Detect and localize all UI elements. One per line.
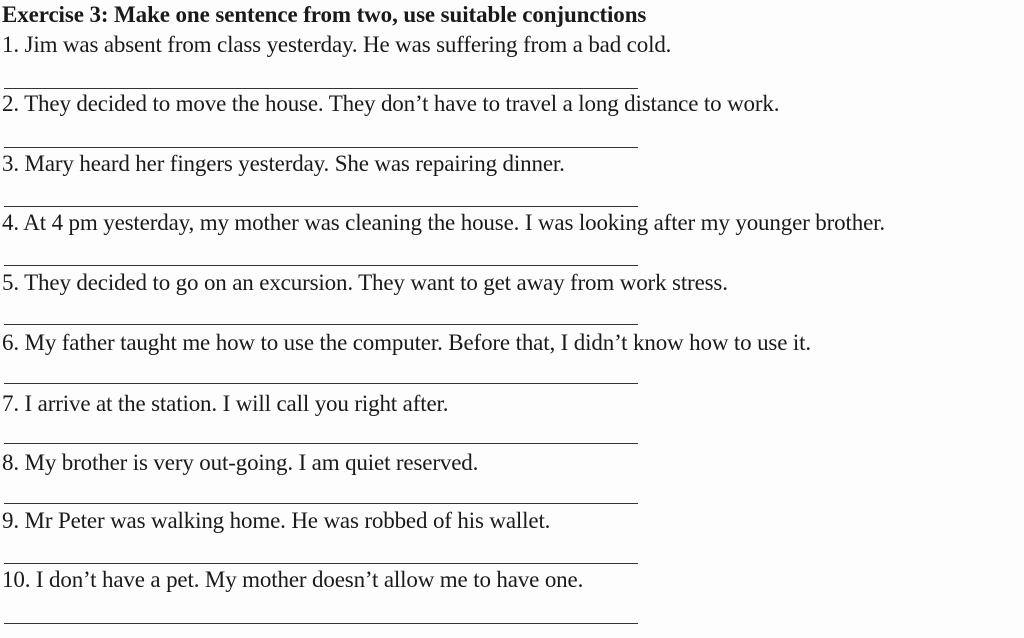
- answer-line-1[interactable]: [4, 88, 638, 89]
- item-sentence: 1. Jim was absent from class yesterday. He was suffering from a bad cold.: [2, 32, 672, 57]
- item-sentence: 10. I don’t have a pet. My mother doesn’t allow me to have one.: [2, 567, 584, 592]
- item-sentence: 8. My brother is very out-going. I am quiet reserved.: [2, 450, 479, 475]
- item-sentence: 2. They decided to move the house. They don’t have to travel a long distance to work.: [2, 91, 780, 116]
- exercise-item-4: [2, 209, 1022, 237]
- exercise-item-5: [2, 269, 1022, 297]
- exercise-item-8: [2, 449, 1022, 477]
- item-sentence: 4. At 4 pm yesterday, my mother was cleaning the house. I was looking after my younger brother.: [2, 210, 885, 235]
- answer-line-3[interactable]: [4, 206, 638, 207]
- exercise-item-2: [2, 90, 1022, 118]
- exercise-item-7: [2, 390, 1022, 418]
- answer-line-7[interactable]: [4, 443, 638, 444]
- exercise-title: Exercise 3: Make one sentence from two, use suitable conjunctions: [2, 2, 647, 27]
- exercise-item-9: [2, 507, 1022, 535]
- answer-line-8[interactable]: [4, 503, 638, 504]
- answer-line-6[interactable]: [4, 383, 638, 384]
- answer-line-5[interactable]: [4, 324, 638, 325]
- item-sentence: 3. Mary heard her fingers yesterday. She was repairing dinner.: [2, 151, 565, 176]
- answer-line-2[interactable]: [4, 147, 638, 148]
- answer-line-9[interactable]: [4, 563, 638, 564]
- exercise-item-6: [2, 329, 1022, 357]
- item-sentence: 7. I arrive at the station. I will call you right after.: [2, 391, 449, 416]
- answer-line-4[interactable]: [4, 265, 638, 266]
- answer-line-10[interactable]: [4, 623, 638, 624]
- exercise-item-1: [2, 31, 1022, 59]
- item-sentence: 6. My father taught me how to use the computer. Before that, I didn’t know how to use it.: [2, 330, 811, 355]
- item-sentence: 9. Mr Peter was walking home. He was robbed of his wallet.: [2, 508, 551, 533]
- item-sentence: 5. They decided to go on an excursion. They want to get away from work stress.: [2, 270, 728, 295]
- exercise-item-3: [2, 150, 1022, 178]
- exercise-item-10: [2, 566, 1022, 594]
